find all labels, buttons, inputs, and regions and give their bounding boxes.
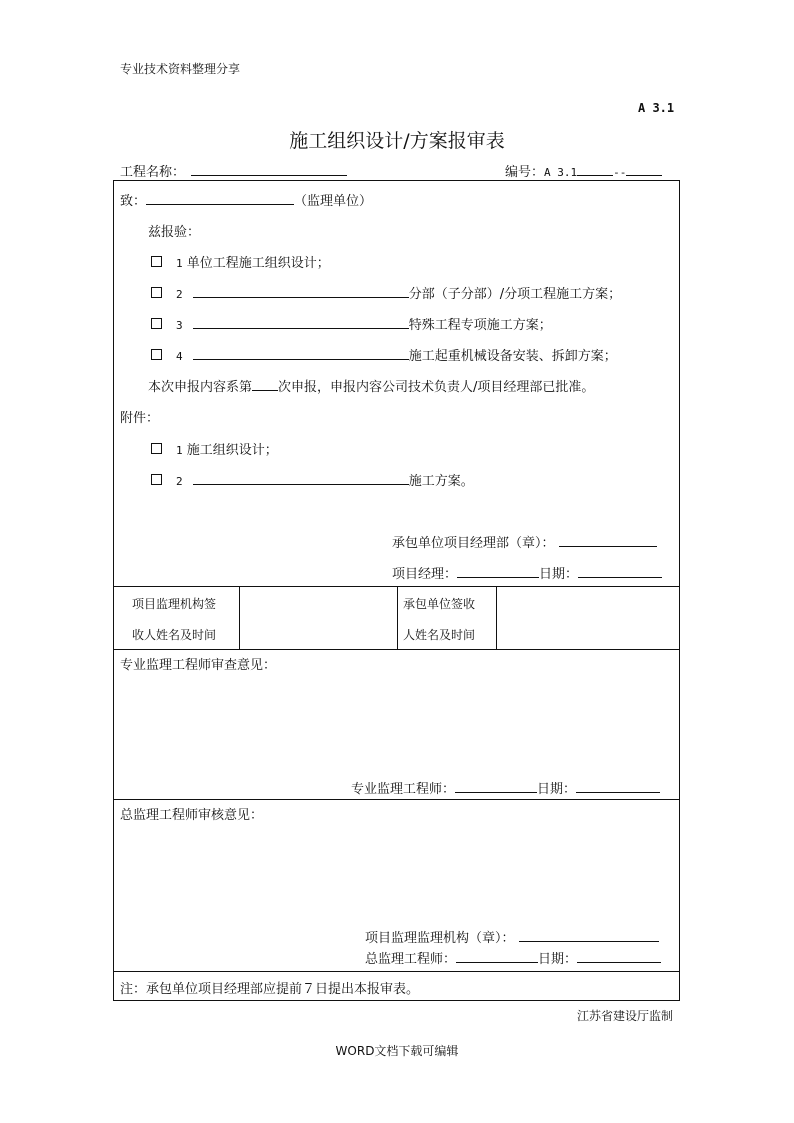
issuer: 江苏省建设厅监制 [577,1009,674,1023]
attachment-number: 1 [176,444,183,457]
pm-row [392,563,662,582]
date-label: 日期： [539,567,579,582]
item-checkbox[interactable] [151,256,162,267]
date-label: 日期： [537,782,577,797]
to-label: 致： [120,194,147,209]
attachment-row [151,470,474,489]
item-number: 1 [176,257,183,270]
supervision-unit-field[interactable] [146,190,294,205]
chief-review-label: 总监理工程师审核意见： [120,808,264,823]
supervision-sign-field[interactable] [240,587,396,648]
page-title: 施工组织设计/方案报审表 [289,130,505,152]
attachment-text: 施工组织设计； [186,443,278,458]
chief-label: 总监理工程师： [365,952,457,967]
item-row [151,283,621,302]
number-row [505,161,662,180]
footer: WORD文档下载可编辑 [335,1044,459,1058]
contractor-seal-row [392,532,657,551]
divider [397,586,398,649]
attachment-checkbox[interactable] [151,443,162,454]
pm-label: 项目经理： [392,567,458,582]
supervision-seal-label: 项目监理监理机构（章）： [365,931,515,946]
project-name-row [120,161,347,180]
contractor-sign-label-1: 承包单位签收 [403,597,476,611]
engineer-field[interactable] [455,778,537,793]
item-field[interactable] [193,314,409,329]
header-note: 专业技术资料整理分享 [120,62,241,76]
project-name-label: 工程名称： [120,165,186,180]
divider [114,799,679,800]
item-row [151,252,330,271]
submission-text-b: 次申报，申报内容公司技术负责人/项目经理部已批准。 [278,380,595,395]
contractor-sign-label-2: 人姓名及时间 [403,628,476,642]
item-field[interactable] [193,283,409,298]
item-number: 3 [176,319,183,332]
submission-count-field[interactable] [252,376,278,391]
item-number: 2 [176,288,183,301]
attachment-row [151,439,278,458]
item-text: 单位工程施工组织设计； [186,256,330,271]
attachment-text: 施工方案。 [408,474,474,489]
engineer-sign-row [351,778,660,797]
number-value: A 3.1 [544,166,578,179]
chief-field[interactable] [456,948,538,963]
project-name-field[interactable] [191,161,347,176]
to-row [120,190,372,209]
supervision-sign-label-1: 项目监理机构签 [132,597,217,611]
item-field[interactable] [193,345,409,360]
approval-form [113,180,680,1001]
item-number: 4 [176,350,183,363]
item-row [151,314,552,333]
contractor-sign-field[interactable] [497,587,679,648]
item-row [151,345,617,364]
submission-text-a: 本次申报内容系第 [148,380,253,395]
item-text: 分部（子分部）/分项工程施工方案； [408,287,622,302]
chief-date-field[interactable] [577,948,661,963]
note: 注：承包单位项目经理部应提前７日提出本报审表。 [120,982,420,997]
engineer-review-label: 专业监理工程师审查意见： [120,658,277,673]
to-suffix: （监理单位） [294,194,373,209]
item-checkbox[interactable] [151,349,162,360]
item-checkbox[interactable] [151,318,162,329]
engineer-label: 专业监理工程师： [351,782,456,797]
submit-intro: 兹报验： [148,225,201,240]
supervision-sign-label-2: 收人姓名及时间 [132,628,217,642]
engineer-date-field[interactable] [576,778,660,793]
pm-field[interactable] [457,563,539,578]
number-label: 编号： [505,165,545,180]
supervision-seal-field[interactable] [519,927,659,942]
form-code: A 3.1 [638,101,675,115]
number-field-2[interactable] [626,161,662,176]
supervision-seal-row [365,927,659,946]
submission-statement [148,376,594,395]
divider [114,649,679,650]
item-text: 特殊工程专项施工方案； [408,318,552,333]
pm-date-field[interactable] [578,563,662,578]
attachments-label: 附件： [120,411,160,426]
attachment-checkbox[interactable] [151,474,162,485]
item-text: 施工起重机械设备安装、拆卸方案； [408,349,617,364]
attachment-field[interactable] [193,470,409,485]
contractor-seal-field[interactable] [559,532,657,547]
date-label: 日期： [538,952,578,967]
number-sep: -- [613,166,627,179]
contractor-seal-label: 承包单位项目经理部（章）： [392,536,555,551]
chief-sign-row [365,948,661,967]
divider [114,971,679,972]
attachment-number: 2 [176,475,183,488]
item-checkbox[interactable] [151,287,162,298]
number-field-1[interactable] [577,161,613,176]
